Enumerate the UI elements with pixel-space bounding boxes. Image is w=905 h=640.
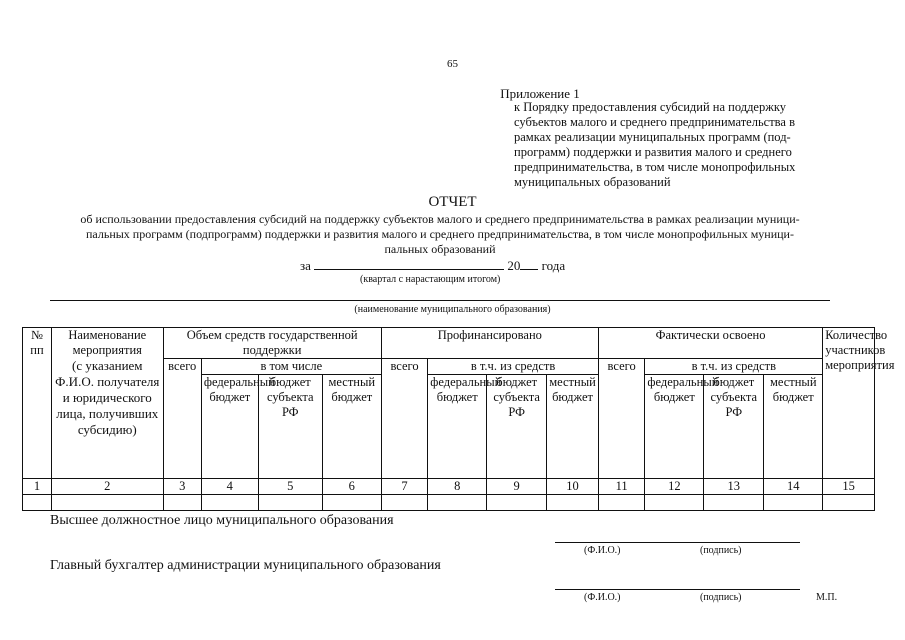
period-year-field[interactable] <box>520 259 538 270</box>
column-number: 15 <box>823 479 875 495</box>
table-cell[interactable] <box>547 495 599 511</box>
table-cell[interactable] <box>258 495 322 511</box>
table-cell[interactable] <box>381 495 428 511</box>
period-prefix: за <box>300 258 311 273</box>
header-incl-from: в т.ч. из средств <box>645 359 823 375</box>
appendix-line: программ) поддержки и развития малого и среднего <box>514 145 792 159</box>
header-incl-from: в т.ч. из средств <box>428 359 599 375</box>
header-local: местный бюджет <box>764 375 823 479</box>
table-cell[interactable] <box>704 495 764 511</box>
fio-note: (Ф.И.О.) <box>584 545 621 556</box>
column-number: 2 <box>51 479 163 495</box>
header-federal: федеральный бюджет <box>645 375 704 479</box>
table-row <box>23 495 875 511</box>
table-cell[interactable] <box>823 495 875 511</box>
header-financed: Профинансировано <box>381 328 598 359</box>
report-period <box>300 258 565 274</box>
report-table <box>22 327 895 511</box>
appendix-line: к Порядку предоставления субсидий на поддержку <box>514 100 787 114</box>
appendix-line: муниципальных образований <box>514 175 671 189</box>
period-year-prefix: 20 <box>507 258 521 273</box>
period-suffix: года <box>541 258 566 273</box>
column-number: 4 <box>201 479 258 495</box>
table-cell[interactable] <box>598 495 645 511</box>
header-subject: бюджет субъекта РФ <box>704 375 764 479</box>
header-total: всего <box>381 359 428 479</box>
column-number: 6 <box>322 479 381 495</box>
header-event-note: (с указанием Ф.И.О. получателя и юридического лица, получивших субсидию) <box>55 358 160 437</box>
column-number: 5 <box>258 479 322 495</box>
header-subject: бюджет субъекта РФ <box>487 375 547 479</box>
appendix-line: предпринимательства, в том числе монопрофильных <box>514 160 796 174</box>
description-line: об использовании предоставления субсидий на поддержку субъектов малого и среднего предпринимательства в рамках реализации муници- <box>80 212 800 226</box>
signature-line-head[interactable] <box>555 542 800 543</box>
column-number: 8 <box>428 479 487 495</box>
header-participants: Количество участников мероприятия <box>823 328 875 479</box>
table-cell[interactable] <box>764 495 823 511</box>
header-event-name <box>51 328 163 479</box>
header-federal: федеральный бюджет <box>201 375 258 479</box>
header-local: местный бюджет <box>322 375 381 479</box>
column-number: 12 <box>645 479 704 495</box>
column-number: 13 <box>704 479 764 495</box>
stamp-place: М.П. <box>816 592 838 603</box>
report-description <box>30 212 850 257</box>
header-volume: Объем средств государственной поддержки <box>163 328 381 359</box>
header-subject: бюджет субъекта РФ <box>258 375 322 479</box>
table-cell[interactable] <box>51 495 163 511</box>
header-spent: Фактически освоено <box>598 328 822 359</box>
sign-note: (подпись) <box>700 592 742 603</box>
table-cell[interactable] <box>322 495 381 511</box>
municipality-field[interactable] <box>50 300 830 301</box>
table-cell[interactable] <box>487 495 547 511</box>
column-number: 11 <box>598 479 645 495</box>
column-number: 7 <box>381 479 428 495</box>
header-num: № пп <box>23 328 52 479</box>
header-total: всего <box>163 359 201 479</box>
report-title: ОТЧЕТ <box>428 194 477 210</box>
header-federal: федеральный бюджет <box>428 375 487 479</box>
table-cell[interactable] <box>645 495 704 511</box>
municipality-note: (наименование муниципального образования) <box>354 304 551 315</box>
page-number: 65 <box>447 58 458 70</box>
sign-note: (подпись) <box>700 545 742 556</box>
description-line: пальных программ (подпрограмм) поддержки и развития малого и среднего предпринимательства, в том числе монопрофильных муници- <box>86 227 794 241</box>
appendix-line: рамках реализации муниципальных программ (под- <box>514 130 791 144</box>
signatory-head-title: Высшее должностное лицо муниципального образования <box>50 513 394 528</box>
fio-note: (Ф.И.О.) <box>584 592 621 603</box>
column-number: 3 <box>163 479 201 495</box>
table-cell[interactable] <box>428 495 487 511</box>
column-number: 1 <box>23 479 52 495</box>
column-number: 10 <box>547 479 599 495</box>
signature-line-accountant[interactable] <box>555 589 800 590</box>
period-quarter-field[interactable] <box>314 259 504 270</box>
header-incl: в том числе <box>201 359 381 375</box>
column-number: 9 <box>487 479 547 495</box>
description-line: пальных образований <box>384 242 496 256</box>
column-number: 14 <box>764 479 823 495</box>
appendix-reference <box>514 100 836 190</box>
header-local: местный бюджет <box>547 375 599 479</box>
period-note: (квартал с нарастающим итогом) <box>360 274 501 285</box>
header-total: всего <box>598 359 645 479</box>
column-numbers-row <box>23 479 875 495</box>
signatory-accountant-title: Главный бухгалтер администрации муниципального образования <box>50 558 441 573</box>
appendix-title: Приложение 1 <box>500 86 580 101</box>
table-cell[interactable] <box>163 495 201 511</box>
header-event-title: Наименование мероприятия <box>68 328 147 357</box>
table-cell[interactable] <box>23 495 52 511</box>
appendix-line: субъектов малого и среднего предпринимательства в <box>514 115 795 129</box>
table-cell[interactable] <box>201 495 258 511</box>
